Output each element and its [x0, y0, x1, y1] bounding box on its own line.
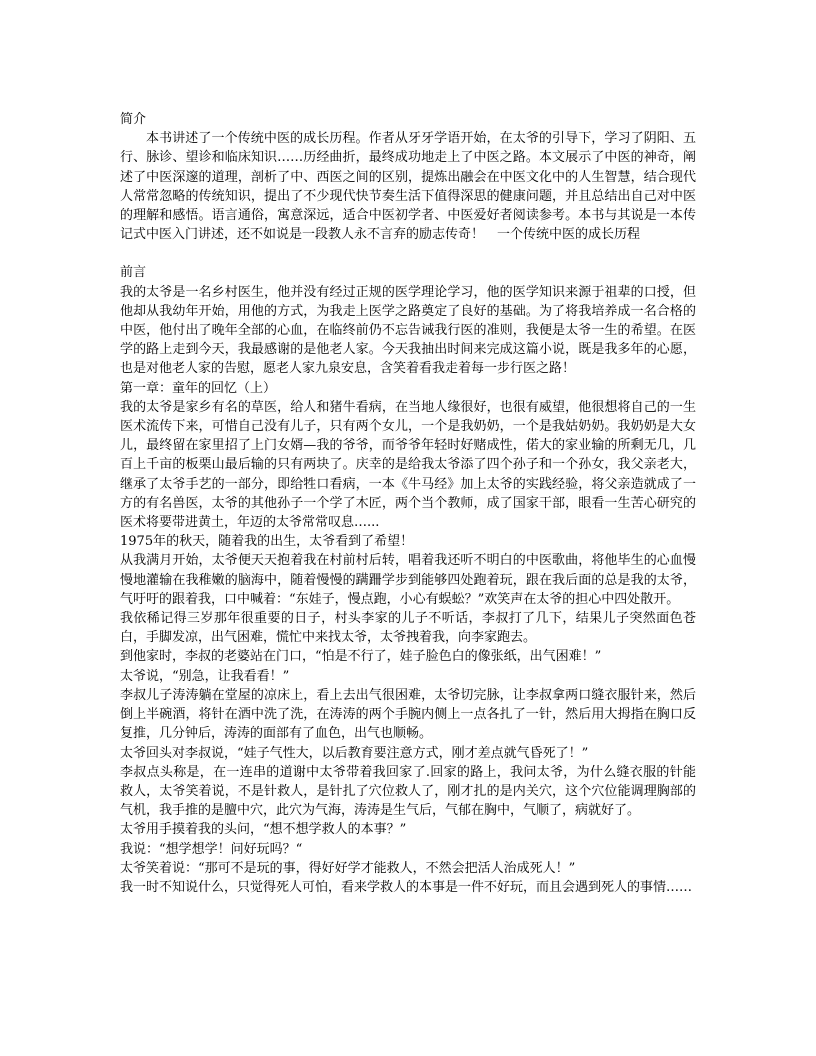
chapter-paragraph: 我说：“想学想学！问好玩吗？“ [120, 841, 303, 857]
chapter-paragraph: 我一时不知说什么，只觉得死人可怕，看来学救人的本事是一件不好玩，而且会遇到死人的事情…… [120, 879, 693, 895]
chapter-title: 第一章：童年的回忆（上） [120, 380, 277, 396]
chapter-paragraph: 1975年的秋天，随着我的出生，太爷看到了希望！ [120, 534, 414, 550]
chapter-paragraph: 我依稀记得三岁那年很重要的日子，村头李家的儿子不听话，李叔打了几下，结果儿子突然面色苍白，手脚发凉，出气困难，慌忙中来找太爷，太爷拽着我，向李家跑去。 [120, 611, 696, 646]
chapter-paragraph: 太爷用手摸着我的头问，“想不想学救人的本事？” [120, 822, 407, 838]
chapter-paragraph: 太爷笑着说：“那可不是玩的事，得好好学才能救人，不然会把活人治成死人！” [120, 860, 576, 876]
chapter-paragraph: 李叔点头称是，在一连串的道谢中太爷带着我回家了.回家的路上，我问太爷，为什么缝衣服的针能救人，太爷笑着说，不是针救人，是针扎了穴位救人了，刚才扎的是内关穴，这个穴位能调理胸部的气机，我手推的是膻中穴，此穴为气海，涛涛是生气后，气郁在胸中，气顺了，病就好了。 [120, 764, 696, 819]
chapter-paragraph: 太爷说，“别急，让我看看！” [120, 668, 290, 684]
intro-heading: 简介 [120, 112, 147, 127]
intro-paragraph: 本书讲述了一个传统中医的成长历程。作者从牙牙学语开始，在太爷的引导下，学习了阴阳、五行、脉诊、望诊和临床知识……历经曲折，最终成功地走上了中医之路。本文展示了中医的神奇，阐述了中医深邃的道理，剖析了中、西医之间的区别，提炼出融会在中医文化中的人生智慧，结合现代人常常忽略的传统知识，提出了不少现代快节奏生活下值得深思的健康问题，并且总结出自己对中医的理解和感悟。语言通俗，寓意深远，适合中医初学者、中医爱好者阅读参考。本书与其说是一本传记式中医入门讲述，还不如说是一段教人永不言弃的励志传奇！ 一个传统中医的成长历程 [120, 131, 696, 243]
chapter-paragraph: 太爷回头对李叔说，“娃子气性大，以后教育要注意方式，刚才差点就气昏死了！” [120, 745, 589, 761]
preface-paragraph: 我的太爷是一名乡村医生，他并没有经过正规的医学理论学习，他的医学知识来源于祖辈的口授，但他却从我幼年开始，用他的方式，为我走上医学之路奠定了良好的基础。为了将我培养成一名合格的中医，他付出了晚年全部的心血，在临终前仍不忘告诫我行医的准则，我便是太爷一生的希望。在医学的路上走到今天，我最感谢的是他老人家。今天我抽出时间来完成这篇小说，既是我多年的心愿，也是对他老人家的告慰，愿老人家九泉安息，含笑着看我走着每一步行医之路！ [120, 284, 696, 377]
chapter-paragraph: 到他家时，李叔的老婆站在门口，“怕是不行了，娃子脸色白的像张纸，出气困难！” [120, 649, 602, 665]
chapter-paragraph: 我的太爷是家乡有名的草医，给人和猪牛看病，在当地人缘很好，也很有威望，他很想将自己的一生医术流传下来，可惜自己没有儿子，只有两个女儿，一个是我奶奶，一个是我姑奶奶。我奶奶是大女儿，最终留在家里招了上门女婿—我的爷爷，而爷爷年轻时好赌成性，偌大的家业输的所剩无几，几百上千亩的板栗山最后输的只有两块了。庆幸的是给我太爷添了四个孙子和一个孙女，我父亲老大，继承了太爷手艺的一部分，即给牲口看病，一本《牛马经》加上太爷的实践经验，将父亲造就成了一方的有名兽医，太爷的其他孙子一个学了木匠，两个当个教师，成了国家干部，眼看一生苦心研究的医术将要带进黄土，年迈的太爷常常叹息…... [120, 399, 696, 531]
preface-heading: 前言 [120, 265, 147, 281]
document-page [120, 110, 696, 897]
chapter-paragraph: 李叔儿子涛涛躺在堂屋的凉床上，看上去出气很困难，太爷切完脉，让李叔拿两口缝衣服针来，然后倒上半碗酒，将针在酒中洗了洗，在涛涛的两个手腕内侧上一点各扎了一针，然后用大拇指在胸口反复推，几分钟后，涛涛的面部有了血色，出气也顺畅。 [120, 687, 696, 742]
section-gap [120, 244, 696, 263]
chapter-paragraph: 从我满月开始，太爷便天天抱着我在村前村后转，唱着我还听不明白的中医歌曲，将他毕生的心血慢慢地灌输在我稚嫩的脑海中，随着慢慢的蹒跚学步到能够四处跑着玩，跟在我后面的总是我的太爷，气吁吁的跟着我，口中喊着：“东娃子，慢点跑，小心有蜈蚣？”欢笑声在太爷的担心中四处散开。 [120, 553, 696, 607]
